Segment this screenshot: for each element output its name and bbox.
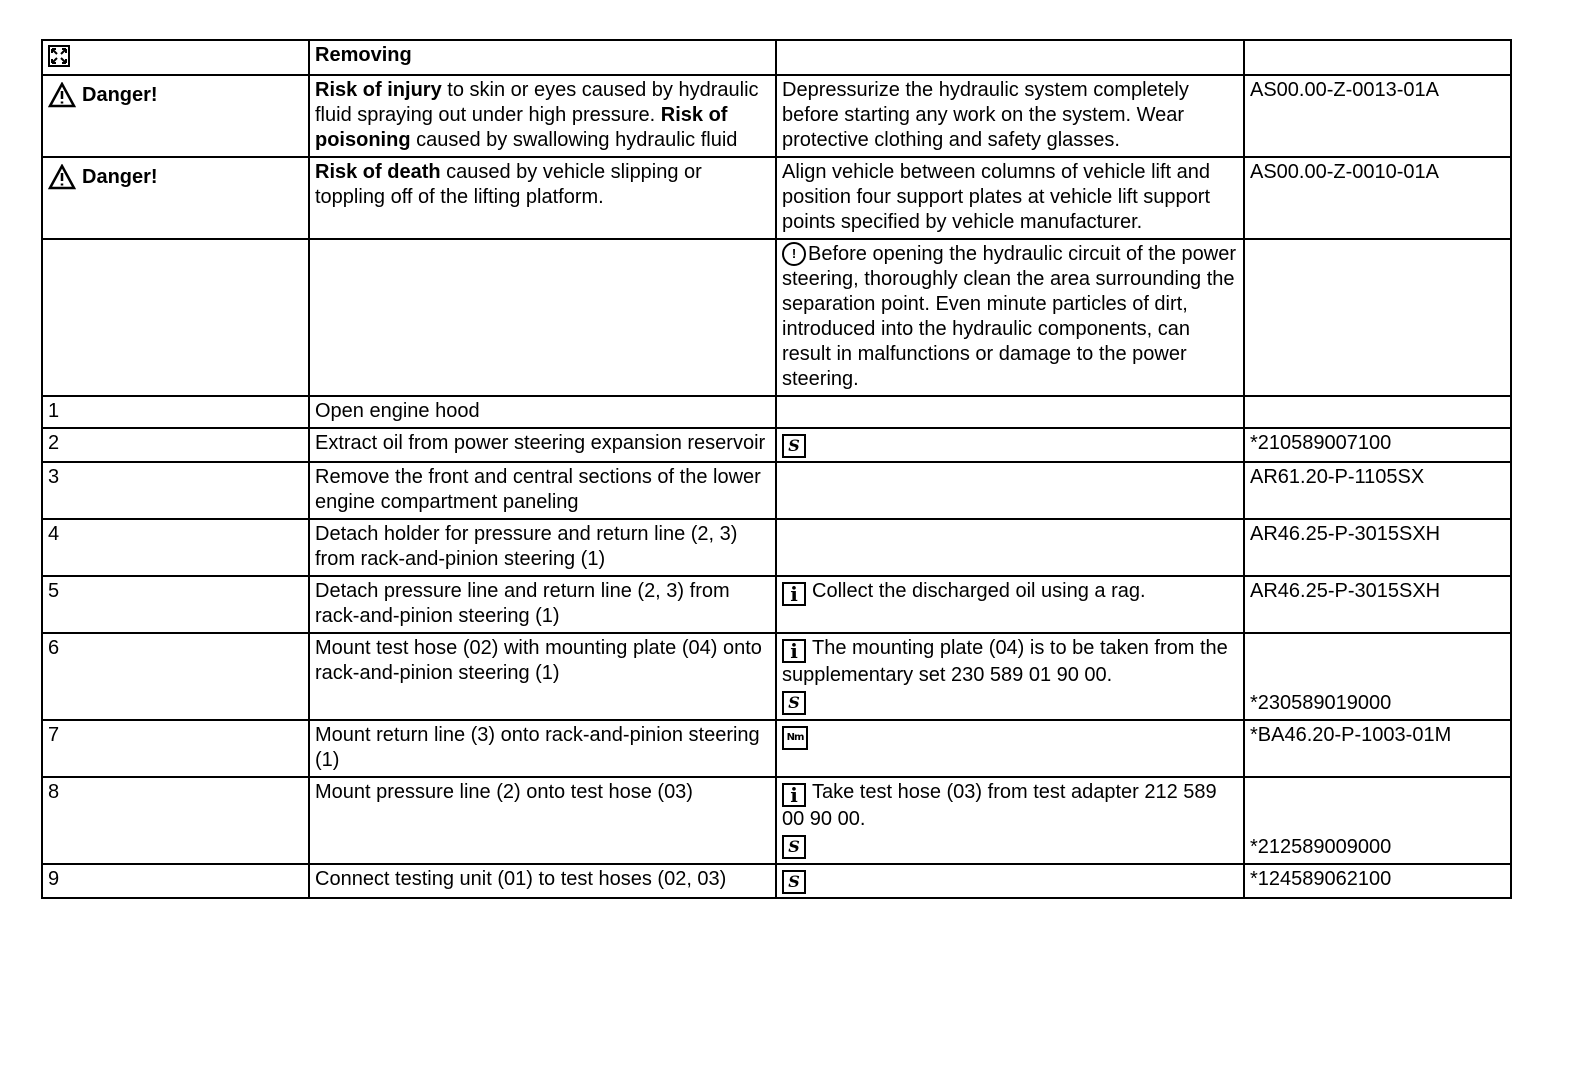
- danger-label: [48, 160, 303, 190]
- hazard-keyword: Risk of poisoning: [315, 104, 728, 151]
- step-action: [309, 633, 776, 720]
- step-action: [309, 396, 776, 428]
- note-line-text: The mounting plate (04) is to be taken from the supplementary set 230 589 01 90 00.: [782, 637, 1228, 686]
- special-tool-ref: *BA46.20-P-1003-01M: [1250, 724, 1452, 746]
- reference-link: AS00.00-Z-0013-01A: [1250, 79, 1440, 101]
- step-refs: [1244, 720, 1511, 777]
- note-line: [782, 832, 1238, 859]
- step-number: [42, 633, 309, 720]
- step-number-text: 6: [48, 637, 60, 659]
- step-number-text: 8: [48, 781, 60, 803]
- note-line: [782, 688, 1238, 715]
- info-icon: i: [782, 639, 806, 663]
- step-notes: [776, 396, 1244, 428]
- reference-link: AR61.20-P-1105SX: [1250, 466, 1425, 488]
- reference-link: AR46.25-P-3015SXH: [1250, 580, 1441, 602]
- hazard-text: caused by vehicle slipping or toppling off of the lifting platform.: [315, 161, 702, 208]
- note-line: [782, 780, 1238, 832]
- header-row: [42, 40, 1511, 75]
- special-tool-ref: *210589007100: [1250, 432, 1392, 454]
- step-refs: [1244, 396, 1511, 428]
- protective-measure: [776, 157, 1244, 239]
- section-title: Removing: [315, 44, 412, 66]
- step-action-text: Mount pressure line (2) onto test hose (03): [315, 781, 693, 803]
- step-number-text: 9: [48, 868, 60, 890]
- info-icon: i: [782, 582, 806, 606]
- step-action-text: Mount return line (3) onto rack-and-pinion steering (1): [315, 724, 760, 771]
- step-number: [42, 396, 309, 428]
- step-action: [309, 576, 776, 633]
- note-text: Before opening the hydraulic circuit of the power steering, thoroughly clean the area surrounding the separation point. Even minute particles of dirt, introduced into the hydraulic components, can result in malfunctions or damage to the power steering.: [782, 243, 1237, 390]
- step-notes: [776, 633, 1244, 720]
- info-icon: i: [782, 783, 806, 807]
- step-number: [42, 576, 309, 633]
- danger-row: [42, 75, 1511, 157]
- step-row: [42, 633, 1511, 720]
- warning-triangle-icon: [48, 82, 76, 108]
- note-line: [782, 579, 1238, 606]
- step-row: [42, 428, 1511, 462]
- danger-label: [48, 78, 303, 108]
- step-number: [42, 428, 309, 462]
- special-tool-ref: *212589009000: [1250, 836, 1392, 858]
- step-refs: [1244, 576, 1511, 633]
- ref-line: [1250, 636, 1505, 688]
- step-action: [309, 864, 776, 898]
- step-action: [309, 462, 776, 519]
- special-tool-ref: *124589062100: [1250, 868, 1392, 890]
- torque-icon[interactable]: Nm: [782, 726, 808, 750]
- note-line: [782, 431, 1238, 458]
- danger-row: [42, 157, 1511, 239]
- step-notes: [776, 519, 1244, 576]
- step-number: [42, 519, 309, 576]
- ref-line: [1250, 835, 1505, 860]
- step-refs: [1244, 864, 1511, 898]
- step-action-text: Connect testing unit (01) to test hoses (02, 03): [315, 868, 727, 890]
- step-row: [42, 864, 1511, 898]
- step-refs: [1244, 428, 1511, 462]
- step-row: [42, 462, 1511, 519]
- special-tool-icon[interactable]: S: [782, 835, 806, 859]
- danger-text: Danger!: [82, 165, 158, 188]
- step-action: [309, 720, 776, 777]
- note-icon: !: [782, 242, 806, 266]
- ref-line: [1250, 723, 1505, 748]
- note-line: [782, 867, 1238, 894]
- step-row: [42, 720, 1511, 777]
- step-number-text: 5: [48, 580, 60, 602]
- expand-icon[interactable]: [48, 45, 70, 67]
- ref-line: [1250, 522, 1505, 547]
- hazard-text: caused by swallowing hydraulic fluid: [410, 129, 738, 151]
- reference-code: [1244, 157, 1511, 239]
- step-number-text: 3: [48, 466, 60, 488]
- step-row: [42, 519, 1511, 576]
- step-notes: [776, 576, 1244, 633]
- ref-line: [1250, 691, 1505, 716]
- step-row: [42, 576, 1511, 633]
- ref-line: [1250, 867, 1505, 892]
- step-number: [42, 462, 309, 519]
- step-notes: [776, 864, 1244, 898]
- step-refs: [1244, 519, 1511, 576]
- step-action: [309, 777, 776, 864]
- ref-line: [1250, 579, 1505, 604]
- procedure-table: [41, 39, 1512, 899]
- step-number-text: 7: [48, 724, 60, 746]
- step-number-text: 4: [48, 523, 60, 545]
- step-action-text: Detach holder for pressure and return line (2, 3) from rack-and-pinion steering (1): [315, 523, 738, 570]
- step-notes: [776, 462, 1244, 519]
- step-refs: [1244, 462, 1511, 519]
- reference-link: AR46.25-P-3015SXH: [1250, 523, 1441, 545]
- ref-line: [1250, 465, 1505, 490]
- special-tool-ref: *230589019000: [1250, 692, 1392, 714]
- step-notes: [776, 428, 1244, 462]
- note-line: [782, 723, 1238, 750]
- note-line-text: Collect the discharged oil using a rag.: [812, 580, 1146, 602]
- special-tool-icon[interactable]: S: [782, 870, 806, 894]
- ref-line: [1250, 780, 1505, 832]
- step-notes: [776, 777, 1244, 864]
- reference-link: AS00.00-Z-0010-01A: [1250, 161, 1440, 183]
- measure-text: Depressurize the hydraulic system completely before starting any work on the system. Wear protective clothing and safety glasses.: [782, 79, 1189, 151]
- step-number-text: 2: [48, 432, 60, 454]
- step-row: [42, 396, 1511, 428]
- note-line: [782, 636, 1238, 688]
- step-refs: [1244, 777, 1511, 864]
- protective-measure: [776, 75, 1244, 157]
- step-row: [42, 777, 1511, 864]
- step-action: [309, 519, 776, 576]
- warning-triangle-icon: [48, 164, 76, 190]
- step-number: [42, 864, 309, 898]
- reference-code: [1244, 75, 1511, 157]
- step-number: [42, 720, 309, 777]
- step-refs: [1244, 633, 1511, 720]
- special-tool-icon[interactable]: S: [782, 691, 806, 715]
- measure-text: Align vehicle between columns of vehicle lift and position four support plates at vehicle lift support points specified by vehicle manufacturer.: [782, 161, 1211, 233]
- hazard-description: [309, 157, 776, 239]
- note-cell: [776, 239, 1244, 396]
- ref-line: [1250, 431, 1505, 456]
- step-action-text: Extract oil from power steering expansion reservoir: [315, 432, 766, 454]
- step-action-text: Mount test hose (02) with mounting plate (04) onto rack-and-pinion steering (1): [315, 637, 762, 684]
- step-action-text: Remove the front and central sections of the lower engine compartment paneling: [315, 466, 761, 513]
- step-number-text: 1: [48, 400, 60, 422]
- note-row: [42, 239, 1511, 396]
- step-action-text: Open engine hood: [315, 400, 480, 422]
- step-action-text: Detach pressure line and return line (2, 3) from rack-and-pinion steering (1): [315, 580, 730, 627]
- step-action: [309, 428, 776, 462]
- step-number: [42, 777, 309, 864]
- hazard-keyword: Risk of injury: [315, 79, 442, 101]
- special-tool-icon[interactable]: S: [782, 434, 806, 458]
- note-line-text: Take test hose (03) from test adapter 212 589 00 90 00.: [782, 781, 1217, 830]
- hazard-text: to skin or eyes caused by hydraulic fluid spraying out under high pressure.: [315, 79, 759, 126]
- hazard-description: [309, 75, 776, 157]
- step-notes: [776, 720, 1244, 777]
- danger-text: Danger!: [82, 83, 158, 106]
- ref-line: [1250, 399, 1505, 424]
- hazard-keyword: Risk of death: [315, 161, 441, 183]
